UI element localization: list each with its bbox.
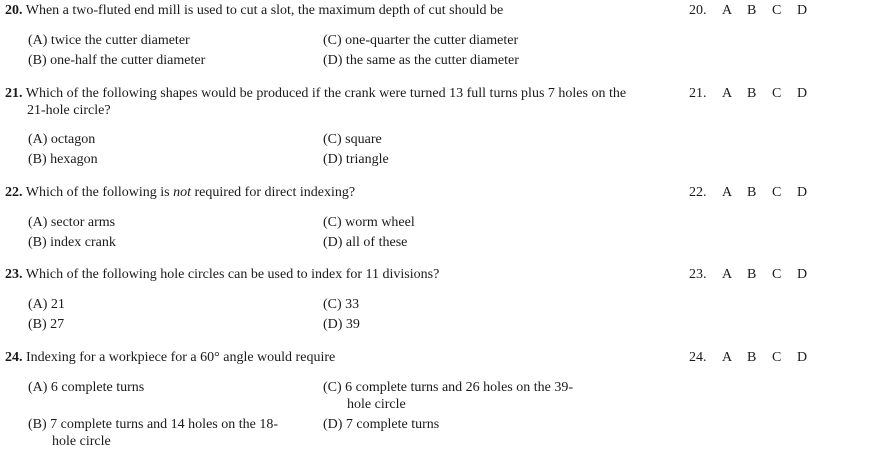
option-c-text-continued: hole circle [347, 397, 406, 412]
option-c[interactable]: (C) 33 [323, 297, 360, 312]
answer-choice-d[interactable]: D [797, 267, 808, 282]
answer-choice-b[interactable]: B [747, 3, 757, 18]
answer-choice-a[interactable]: A [722, 86, 733, 101]
option-d[interactable]: (D) 7 complete turns [323, 417, 440, 432]
answer-key [689, 2, 822, 19]
option-a[interactable]: (A) 21 [28, 297, 65, 312]
question-number: 24. [5, 350, 23, 365]
answer-key-number: 20. [689, 3, 707, 18]
option-d[interactable]: (D) all of these [323, 235, 408, 250]
option-c[interactable] [323, 379, 573, 413]
answer-key-number: 24. [689, 350, 707, 365]
option-c[interactable]: (C) worm wheel [323, 215, 415, 230]
answer-key-number: 22. [689, 185, 707, 200]
option-b-text-continued: hole circle [52, 434, 111, 449]
question-text-continued: 21-hole circle? [27, 103, 111, 118]
answer-key [689, 349, 822, 366]
option-b[interactable]: (B) index crank [28, 235, 116, 250]
question-number: 23. [5, 267, 23, 282]
question-stem [5, 2, 673, 19]
question-number: 22. [5, 185, 23, 200]
option-a[interactable]: (A) 6 complete turns [28, 380, 145, 395]
answer-choice-a[interactable]: A [722, 3, 733, 18]
answer-choice-b[interactable]: B [747, 267, 757, 282]
option-a[interactable]: (A) twice the cutter diameter [28, 33, 190, 48]
option-d[interactable]: (D) triangle [323, 152, 389, 167]
answer-choice-a[interactable]: A [722, 350, 733, 365]
answer-choice-b[interactable]: B [747, 86, 757, 101]
option-d[interactable]: (D) the same as the cutter diameter [323, 53, 519, 68]
question-text: Which of the following hole circles can be used to index for 11 divisions? [25, 267, 440, 282]
answer-choice-a[interactable]: A [722, 267, 733, 282]
question-text: Indexing for a workpiece for a 60° angle would require [26, 350, 336, 365]
answer-key [689, 85, 822, 102]
option-b[interactable] [28, 416, 278, 450]
option-c-text: (C) 6 complete turns and 26 holes on the 39- [323, 380, 574, 395]
answer-choice-d[interactable]: D [797, 86, 808, 101]
answer-key-number: 23. [689, 267, 707, 282]
answer-choice-b[interactable]: B [747, 350, 757, 365]
answer-key [689, 184, 822, 201]
option-b-text: (B) 7 complete turns and 14 holes on the 18- [28, 417, 279, 432]
answer-choice-d[interactable]: D [797, 3, 808, 18]
question-text: When a two-fluted end mill is used to cut a slot, the maximum depth of cut should be [25, 3, 504, 18]
answer-choice-c[interactable]: C [772, 86, 782, 101]
option-b[interactable]: (B) 27 [28, 317, 65, 332]
answer-choice-c[interactable]: C [772, 267, 782, 282]
option-c[interactable]: (C) one-quarter the cutter diameter [323, 33, 519, 48]
option-b[interactable]: (B) one-half the cutter diameter [28, 53, 206, 68]
question-stem [5, 85, 673, 119]
answer-key [689, 266, 822, 283]
question-text: Which of the following is [25, 185, 174, 200]
answer-choice-c[interactable]: C [772, 3, 782, 18]
option-a[interactable]: (A) sector arms [28, 215, 116, 230]
answer-choice-b[interactable]: B [747, 185, 757, 200]
question-text-emphasis: not [173, 185, 192, 200]
option-c[interactable]: (C) square [323, 132, 382, 147]
answer-choice-d[interactable]: D [797, 185, 808, 200]
question-stem [5, 184, 673, 201]
option-b[interactable]: (B) hexagon [28, 152, 98, 167]
option-d[interactable]: (D) 39 [323, 317, 360, 332]
question-number: 21. [5, 86, 23, 101]
answer-choice-c[interactable]: C [772, 185, 782, 200]
question-text: Which of the following shapes would be produced if the crank were turned 13 full turns plus 7 holes on the [25, 86, 627, 101]
question-stem [5, 266, 673, 283]
answer-choice-d[interactable]: D [797, 350, 808, 365]
question-number: 20. [5, 3, 23, 18]
answer-choice-a[interactable]: A [722, 185, 733, 200]
answer-choice-c[interactable]: C [772, 350, 782, 365]
question-text-end: required for direct indexing? [191, 185, 356, 200]
option-a[interactable]: (A) octagon [28, 132, 96, 147]
question-stem [5, 349, 673, 366]
answer-key-number: 21. [689, 86, 707, 101]
